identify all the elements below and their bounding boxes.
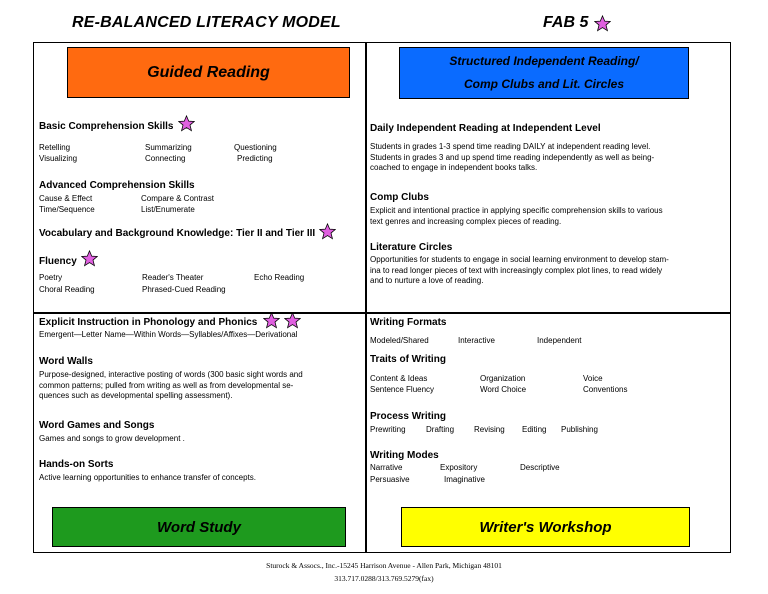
writing-mode-item: Narrative bbox=[370, 463, 403, 472]
daily-reading-heading: Daily Independent Reading at Independent Level bbox=[370, 123, 601, 134]
vertical-divider bbox=[365, 42, 367, 553]
advanced-skills-heading: Advanced Comprehension Skills bbox=[39, 180, 195, 191]
skill-item: Connecting bbox=[145, 154, 186, 163]
fluency-item: Choral Reading bbox=[39, 285, 95, 294]
writing-formats-heading: Writing Formats bbox=[370, 317, 447, 328]
process-step: Editing bbox=[522, 425, 547, 434]
guided-reading-banner: Guided Reading bbox=[67, 47, 350, 98]
trait-item: Word Choice bbox=[480, 385, 527, 394]
hands-on-sorts-heading: Hands-on Sorts bbox=[39, 459, 114, 470]
literature-circles-heading: Literature Circles bbox=[370, 242, 453, 253]
word-walls-text: Purpose-designed, interactive posting of words (300 basic sight words and common patterns; pulled from writing as well as from developmental se- quences such as developmental spelling assessment). bbox=[39, 370, 303, 400]
star-icon bbox=[263, 312, 280, 329]
writing-format-item: Interactive bbox=[458, 336, 495, 345]
structured-banner-line2: Comp Clubs and Lit. Circles bbox=[463, 77, 625, 91]
structured-banner-line1: Structured Independent Reading/ bbox=[449, 54, 639, 68]
page-title: RE-BALANCED LITERACY MODEL bbox=[72, 14, 341, 31]
word-study-banner: Word Study bbox=[52, 507, 346, 547]
process-step: Drafting bbox=[426, 425, 455, 434]
star-icon bbox=[178, 115, 195, 132]
star-icon bbox=[319, 223, 336, 240]
word-games-heading: Word Games and Songs bbox=[39, 420, 155, 431]
vocabulary-heading: Vocabulary and Background Knowledge: Tier II and Tier III bbox=[39, 227, 336, 240]
writers-workshop-banner: Writer's Workshop bbox=[401, 507, 690, 547]
fluency-item: Echo Reading bbox=[254, 273, 305, 282]
skill-item: List/Enumerate bbox=[141, 205, 195, 214]
basic-skills-heading: Basic Comprehension Skills bbox=[39, 121, 195, 132]
writing-mode-item: Descriptive bbox=[520, 463, 560, 472]
writing-format-item: Modeled/Shared bbox=[370, 336, 429, 345]
literature-circles-text: Opportunities for students to engage in social learning environment to develop stam- ina to read longer pieces of text with increasingly complex plot lines, to read widely and to nurture a love of reading. bbox=[370, 255, 669, 285]
fluency-item: Reader's Theater bbox=[142, 273, 204, 282]
skill-item: Predicting bbox=[237, 154, 273, 163]
word-walls-heading: Word Walls bbox=[39, 356, 93, 367]
skill-item: Questioning bbox=[234, 143, 277, 152]
footer-phone: 313.717.0288/313.769.5279(fax) bbox=[334, 574, 434, 583]
phonics-stages: Emergent—Letter Name—Within Words—Syllables/Affixes—Derivational bbox=[39, 330, 298, 339]
writing-format-item: Independent bbox=[537, 336, 582, 345]
horizontal-divider bbox=[33, 312, 731, 314]
skill-item: Retelling bbox=[39, 143, 71, 152]
comp-clubs-text: Explicit and intentional practice in applying specific comprehension skills to various text genres and increasing complex pieces of reading. bbox=[370, 206, 663, 226]
process-step: Publishing bbox=[561, 425, 598, 434]
phonics-heading: Explicit Instruction in Phonology and Phonics bbox=[39, 316, 301, 329]
hands-on-sorts-text: Active learning opportunities to enhance transfer of concepts. bbox=[39, 473, 257, 482]
writing-mode-item: Expository bbox=[440, 463, 478, 472]
fluency-item: Poetry bbox=[39, 273, 63, 282]
skill-item: Visualizing bbox=[39, 154, 78, 163]
star-icon bbox=[284, 312, 301, 329]
skill-item: Cause & Effect bbox=[39, 194, 93, 203]
trait-item: Sentence Fluency bbox=[370, 385, 435, 394]
skill-item: Time/Sequence bbox=[39, 205, 95, 214]
footer-address: Sturock & Assocs., Inc.-15245 Harrison Avenue - Allen Park, Michigan 48101 bbox=[266, 561, 502, 570]
process-writing-heading: Process Writing bbox=[370, 411, 446, 422]
trait-item: Content & Ideas bbox=[370, 374, 428, 383]
fab-title bbox=[543, 14, 611, 32]
skill-item: Summarizing bbox=[145, 143, 192, 152]
star-icon bbox=[594, 15, 611, 32]
fluency-heading: Fluency bbox=[39, 256, 98, 267]
writing-mode-item: Persuasive bbox=[370, 475, 410, 484]
writing-mode-item: Imaginative bbox=[444, 475, 485, 484]
traits-heading: Traits of Writing bbox=[370, 354, 446, 365]
process-step: Revising bbox=[474, 425, 505, 434]
fab-label: FAB 5 bbox=[543, 14, 589, 31]
fluency-item: Phrased-Cued Reading bbox=[142, 285, 226, 294]
word-games-text: Games and songs to grow development . bbox=[39, 434, 185, 443]
writing-modes-heading: Writing Modes bbox=[370, 450, 439, 461]
structured-reading-banner bbox=[399, 47, 689, 99]
daily-reading-text: Students in grades 1-3 spend time reading DAILY at independent reading level. Students in grades 3 and up spend time reading independently as well as being- coached to engage in independent books talks. bbox=[370, 142, 655, 172]
trait-item: Organization bbox=[480, 374, 526, 383]
comp-clubs-heading: Comp Clubs bbox=[370, 192, 429, 203]
skill-item: Compare & Contrast bbox=[141, 194, 214, 203]
trait-item: Voice bbox=[583, 374, 603, 383]
trait-item: Conventions bbox=[583, 385, 628, 394]
process-step: Prewriting bbox=[370, 425, 406, 434]
star-icon bbox=[81, 250, 98, 267]
